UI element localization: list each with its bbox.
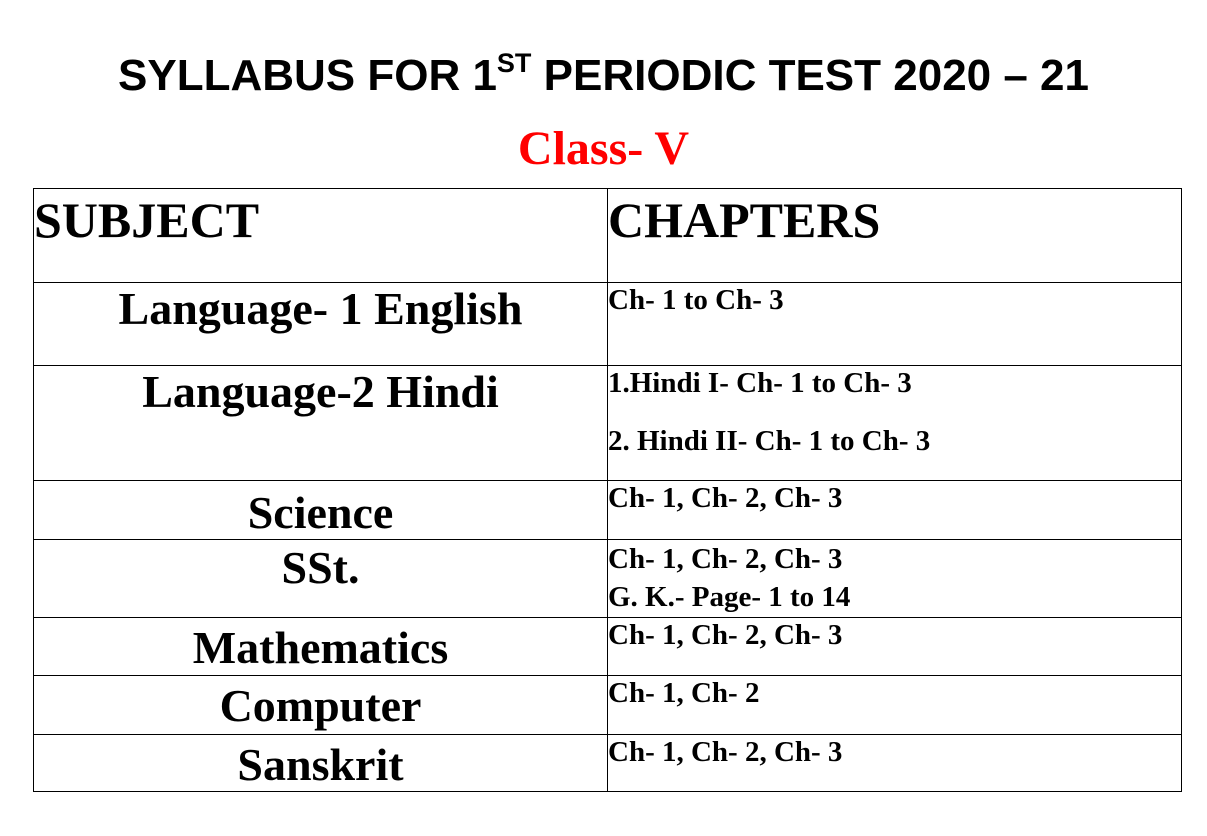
chapter-line: Ch- 1, Ch- 2, Ch- 3 (608, 482, 843, 514)
chapters-cell (608, 481, 1182, 540)
syllabus-table (33, 188, 1182, 792)
title-superscript: ST (496, 48, 532, 78)
table-row (34, 481, 1182, 540)
table-header-row (34, 189, 1182, 283)
page-title (0, 48, 1207, 104)
subject-cell: Science (34, 481, 608, 540)
subject-cell: Sanskrit (34, 735, 608, 792)
chapter-line: G. K.- Page- 1 to 14 (608, 581, 851, 613)
chapters-column-header: CHAPTERS (608, 189, 1182, 283)
subject-cell: Language- 1 English (34, 283, 608, 366)
subject-column-header: SUBJECT (34, 189, 608, 283)
table-row (34, 676, 1182, 735)
chapter-line: Ch- 1, Ch- 2 (608, 677, 760, 709)
chapter-line: Ch- 1, Ch- 2, Ch- 3 (608, 619, 843, 651)
table-row (34, 283, 1182, 366)
chapter-line: Ch- 1, Ch- 2, Ch- 3 (608, 543, 843, 575)
subject-cell: SSt. (34, 540, 608, 618)
table-row (34, 540, 1182, 618)
title-suffix: PERIODIC TEST 2020 – 21 (531, 51, 1089, 100)
table-row (34, 618, 1182, 676)
class-label: Class- V (517, 122, 690, 175)
table-row (34, 735, 1182, 792)
chapter-line: 2. Hindi II- Ch- 1 to Ch- 3 (608, 425, 931, 457)
chapters-cell (608, 735, 1182, 792)
subject-cell: Language-2 Hindi (34, 366, 608, 481)
table-row (34, 366, 1182, 481)
title-prefix: SYLLABUS FOR 1 (118, 51, 497, 100)
subject-cell: Mathematics (34, 618, 608, 676)
chapters-cell (608, 540, 1182, 618)
chapters-cell (608, 366, 1182, 481)
chapters-cell (608, 618, 1182, 676)
chapter-line: Ch- 1 to Ch- 3 (608, 284, 784, 316)
chapter-line: 1.Hindi I- Ch- 1 to Ch- 3 (608, 367, 912, 399)
chapter-line: Ch- 1, Ch- 2, Ch- 3 (608, 736, 843, 768)
chapters-cell (608, 283, 1182, 366)
subject-cell: Computer (34, 676, 608, 735)
chapters-cell (608, 676, 1182, 735)
